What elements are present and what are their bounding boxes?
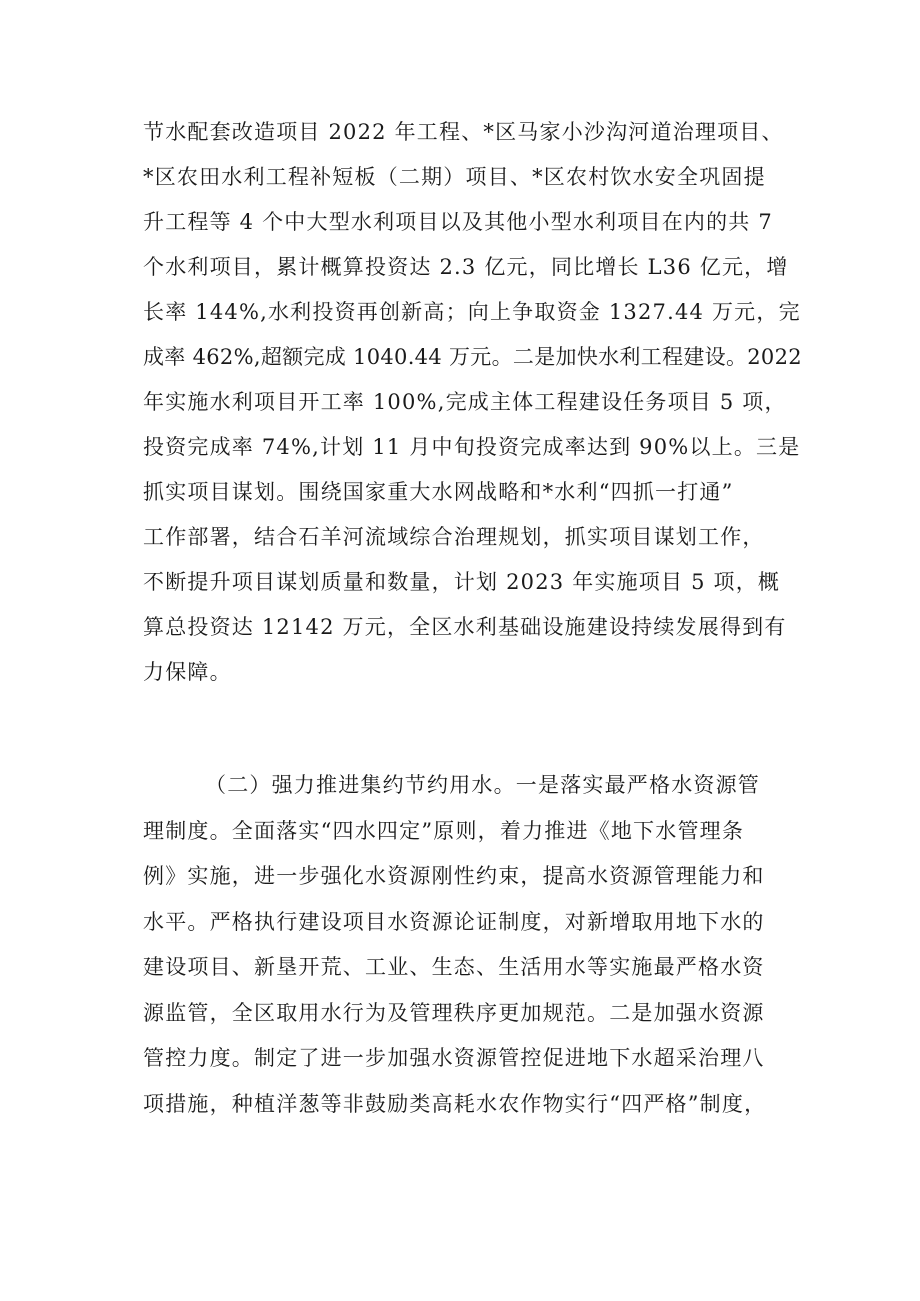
p1-line-6: 成率 462%,超额完成 1040.44 万元。二是加快水利工程建设。2022 — [143, 345, 802, 369]
p1-line-3: 升工程等 4 个中大型水利项目以及其他小型水利项目在内的共 7 — [143, 210, 773, 234]
p2-line-6: 源监管，全区取用水行为及管理秩序更加规范。二是加强水资源 — [143, 1001, 765, 1025]
p1-line-2: *区农田水利工程补短板（二期）项目、*区农村饮水安全巩固提 — [143, 165, 766, 189]
p1-line-4: 个水利项目，累计概算投资达 2.3 亿元，同比增长 L36 亿元，增 — [143, 255, 789, 279]
p1-line-9: 抓实项目谋划。围绕国家重大水网战略和*水利“四抓一打通” — [143, 480, 734, 504]
p1-line-11: 不断提升项目谋划质量和数量，计划 2023 年实施项目 5 项，概 — [143, 570, 781, 594]
p1-line-12: 算总投资达 12142 万元，全区水利基础设施建设持续发展得到有 — [143, 615, 787, 639]
p2-line-5: 建设项目、新垦开荒、工业、生态、生活用水等实施最严格水资 — [143, 955, 765, 979]
p2-line-4: 水平。严格执行建设项目水资源论证制度，对新增取用地下水的 — [143, 910, 765, 934]
p2-line-1: （二）强力推进集约节约用水。一是落实最严格水资源管 — [205, 773, 760, 797]
p2-line-3: 例》实施，进一步强化水资源刚性约束，提高水资源管理能力和 — [143, 864, 765, 888]
p2-line-7: 管控力度。制定了进一步加强水资源管控促进地下水超采治理八 — [143, 1046, 765, 1070]
p1-line-10: 工作部署，结合石羊河流域综合治理规划，抓实项目谋划工作， — [143, 525, 765, 549]
p2-line-2: 理制度。全面落实“四水四定”原则，着力推进《地下水管理条 — [143, 819, 745, 843]
p1-line-5: 长率 144%,水利投资再创新高；向上争取资金 1327.44 万元，完 — [143, 300, 801, 324]
p2-line-8: 项措施，种植洋葱等非鼓励类高耗水农作物实行“四严格”制度， — [143, 1092, 767, 1116]
p1-line-13: 力保障。 — [143, 660, 232, 684]
p1-line-8: 投资完成率 74%,计划 11 月中旬投资完成率达到 90%以上。三是 — [143, 435, 801, 459]
p1-line-7: 年实施水利项目开工率 100%,完成主体工程建设任务项目 5 项， — [143, 390, 787, 414]
p1-line-1: 节水配套改造项目 2022 年工程、*区马家小沙沟河道治理项目、 — [143, 120, 784, 144]
